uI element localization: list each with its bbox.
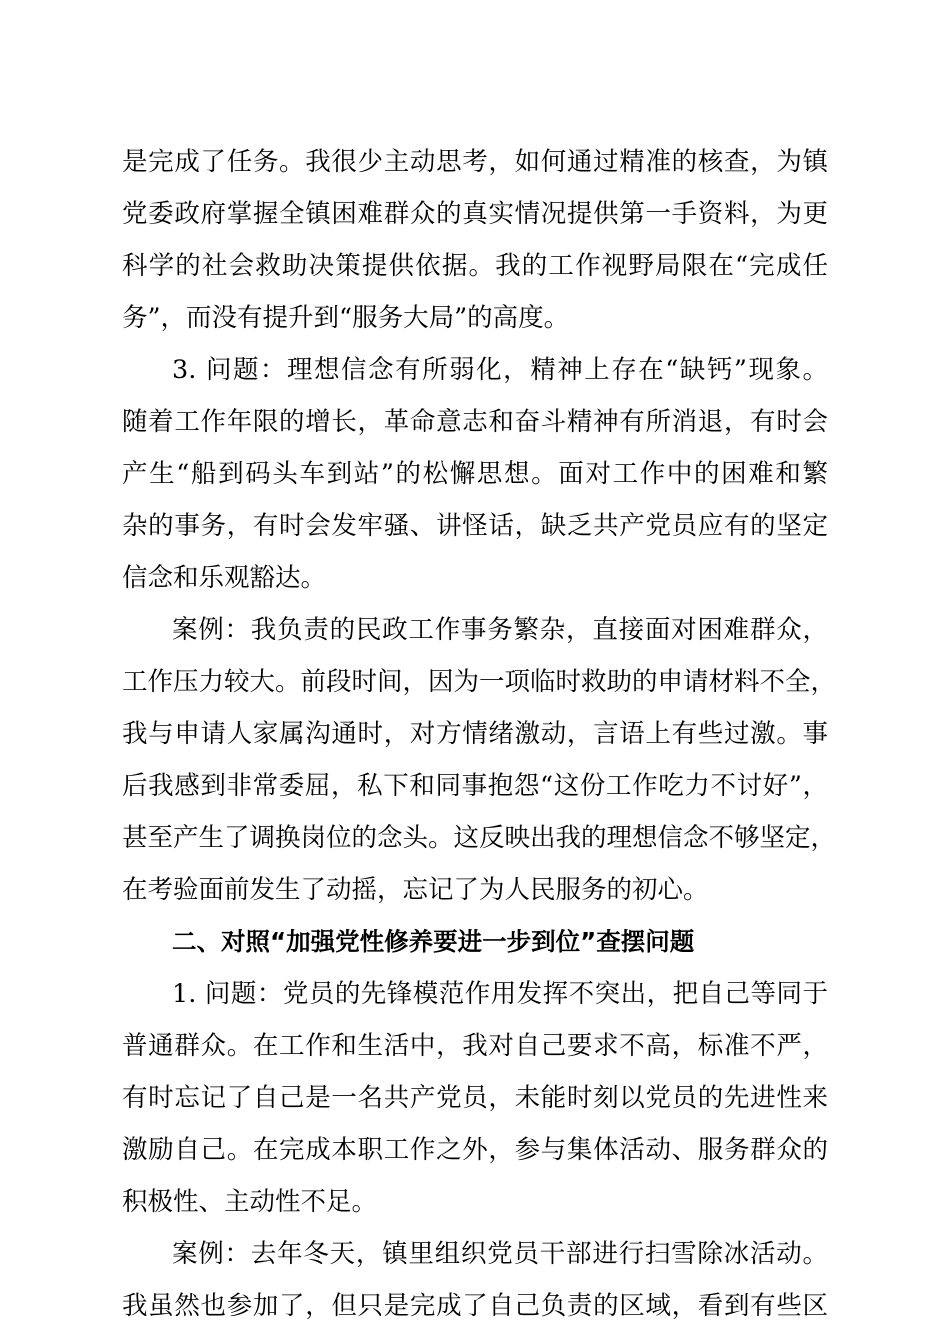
paragraph-line: 普通群众。在工作和生活中，我对自己要求不高，标准不严，	[122, 1031, 828, 1061]
paragraph-line: 激励自己。在完成本职工作之外，参与集体活动、服务群众的	[122, 1135, 828, 1165]
paragraph-line: 科学的社会救助决策提供依据。我的工作视野局限在“完成任	[122, 251, 828, 281]
paragraph-line: 1. 问题：党员的先锋模范作用发挥不突出，把自己等同于	[172, 979, 828, 1009]
paragraph-line: 甚至产生了调换岗位的念头。这反映出我的理想信念不够坚定，	[122, 823, 837, 853]
paragraph-line: 在考验面前发生了动摇，忘记了为人民服务的初心。	[122, 875, 709, 905]
paragraph-line: 案例：去年冬天，镇里组织党员干部进行扫雪除冰活动。	[172, 1239, 828, 1269]
paragraph-line: 工作压力较大。前段时间，因为一项临时救助的申请材料不全，	[122, 667, 837, 697]
paragraph-line: 产生“船到码头车到站”的松懈思想。面对工作中的困难和繁	[122, 459, 828, 489]
paragraph-line: 我虽然也参加了，但只是完成了自己负责的区域，看到有些区	[122, 1291, 828, 1321]
paragraph-line: 我与申请人家属沟通时，对方情绪激动，言语上有些过激。事	[122, 719, 828, 749]
paragraph-line: 党委政府掌握全镇困难群众的真实情况提供第一手资料，为更	[122, 199, 828, 229]
paragraph-line: 信念和乐观豁达。	[122, 563, 327, 593]
paragraph-line: 3. 问题：理想信念有所弱化，精神上存在“缺钙”现象。	[172, 355, 828, 385]
paragraph-line: 案例：我负责的民政工作事务繁杂，直接面对困难群众，	[172, 615, 828, 645]
paragraph-line: 积极性、主动性不足。	[122, 1187, 378, 1217]
section-heading: 二、对照“加强党性修养要进一步到位”查摆问题	[172, 927, 695, 956]
paragraph-line: 后我感到非常委屈，私下和同事抱怨“这份工作吃力不讨好”，	[122, 771, 828, 801]
paragraph-line: 随着工作年限的增长，革命意志和奋斗精神有所消退，有时会	[122, 407, 828, 437]
paragraph-line: 是完成了任务。我很少主动思考，如何通过精准的核查，为镇	[122, 147, 828, 177]
paragraph-line: 务”，而没有提升到“服务大局”的高度。	[122, 303, 570, 333]
paragraph-line: 杂的事务，有时会发牢骚、讲怪话，缺乏共产党员应有的坚定	[122, 511, 828, 541]
paragraph-line: 有时忘记了自己是一名共产党员，未能时刻以党员的先进性来	[122, 1083, 828, 1113]
